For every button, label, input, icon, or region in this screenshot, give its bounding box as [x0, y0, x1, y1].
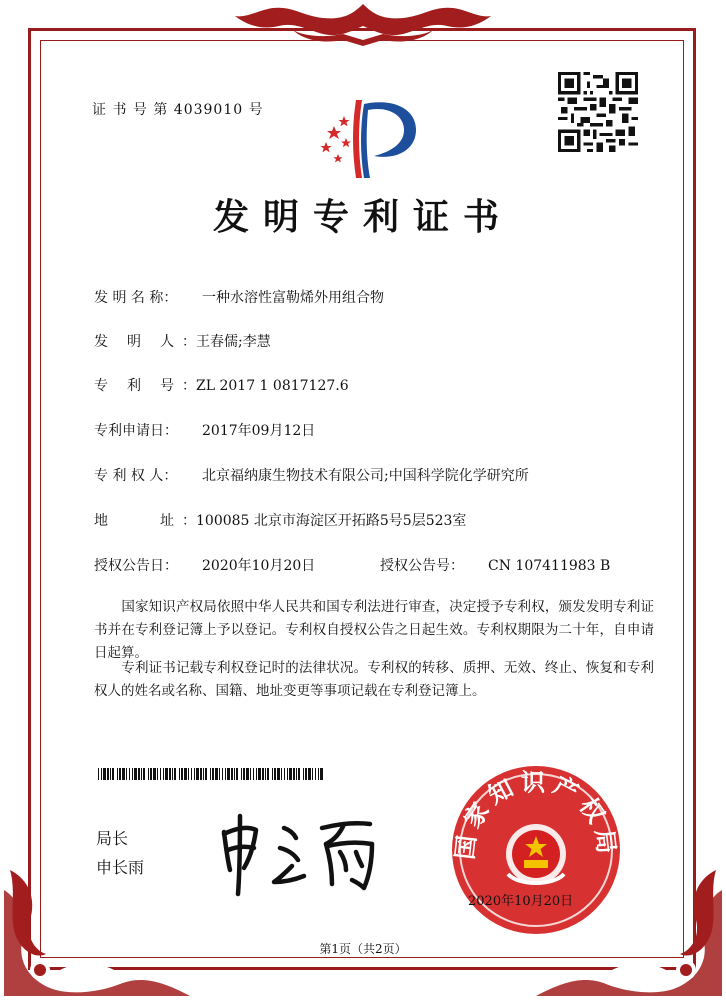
- field-address: 地 址 ：100085 北京市海淀区开拓路5号5层523室: [94, 510, 466, 530]
- invention-name-label: 发 明 名 称：: [94, 290, 178, 306]
- grant-number-label: 授权公告号：: [380, 558, 464, 574]
- certificate-number: 证 书 号 第 4039010 号: [92, 102, 264, 118]
- grant-date-value: 2020年10月20日: [202, 558, 316, 574]
- cnipa-logo-icon: [312, 96, 422, 180]
- field-patent-number: 专 利 号 ：ZL 2017 1 0817127.6: [94, 375, 349, 395]
- grant-number-value: CN 107411983 B: [488, 558, 611, 574]
- inventor-label: 发 明 人: [94, 334, 174, 350]
- top-ornament: [233, 0, 493, 50]
- field-grant-date: [94, 555, 315, 575]
- barcode: [98, 768, 324, 780]
- field-inventor: 发 明 人 ：王春儒;李慧: [94, 331, 271, 351]
- field-grant-number: [380, 555, 610, 575]
- body-paragraph-2: 专利证书记载专利权登记时的法律状况。专利权的转移、质押、无效、终止、恢复和专利权人的姓名或名称、国籍、地址变更等事项记载在专利登记簿上。: [94, 660, 654, 699]
- director-title: 局长: [96, 829, 129, 848]
- qr-code[interactable]: [558, 72, 638, 152]
- field-filing-date: [94, 420, 315, 440]
- seal-text: 国家知识产权局: [450, 768, 622, 861]
- page-number: 第1页（共2页）: [319, 942, 407, 956]
- filing-date-value: 2017年09月12日: [202, 423, 316, 439]
- page-title: 发明专利证书: [212, 197, 513, 238]
- field-patentee: [94, 465, 529, 485]
- invention-name-value: 一种水溶性富勒烯外用组合物: [202, 290, 384, 306]
- address-label: 地 址: [94, 513, 174, 529]
- director-name: 申长雨: [96, 858, 145, 877]
- inventor-value: 王春儒;李慧: [196, 334, 271, 350]
- patent-number-label: 专 利 号: [94, 378, 174, 394]
- body-paragraph-1: 国家知识产权局依照中华人民共和国专利法进行审查，决定授予专利权，颁发发明专利证书并在专利登记簿上予以登记。专利权自授权公告之日起生效。专利权期限为二十年，自申请日起算。: [94, 599, 654, 661]
- address-value: 100085 北京市海淀区开拓路5号5层523室: [196, 513, 467, 529]
- grant-date-label: 授权公告日：: [94, 558, 178, 574]
- seal-date: 2020年10月20日: [468, 894, 574, 909]
- patentee-label: 专 利 权 人：: [94, 468, 178, 484]
- handwritten-signature: [214, 808, 384, 898]
- field-invention-name: [94, 287, 384, 307]
- filing-date-label: 专利申请日：: [94, 423, 178, 439]
- official-seal: [448, 762, 624, 938]
- patent-number-value: ZL 2017 1 0817127.6: [196, 378, 349, 394]
- patentee-value: 北京福纳康生物技术有限公司;中国科学院化学研究所: [202, 468, 529, 484]
